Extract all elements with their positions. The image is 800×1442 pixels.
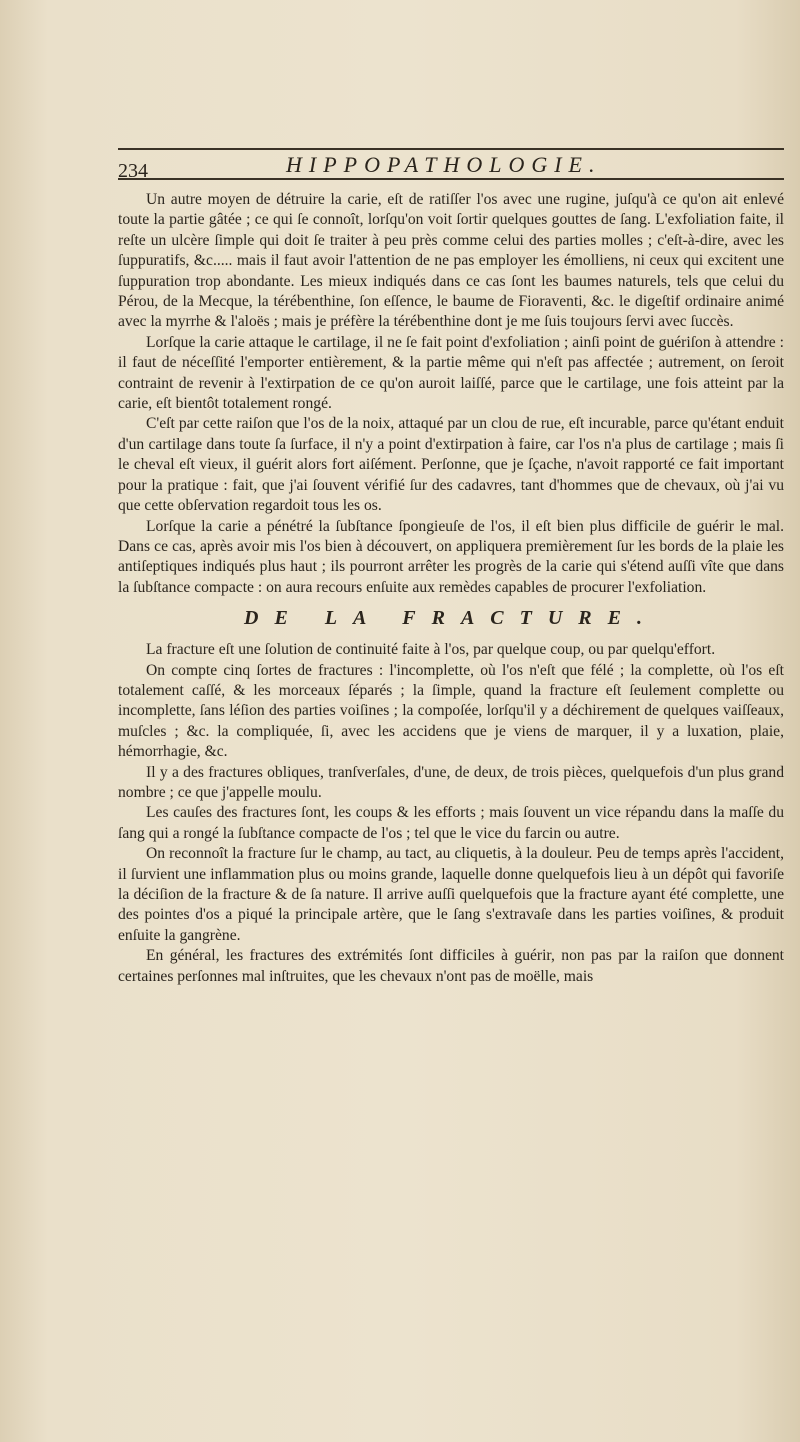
- paragraph: Il y a des fractures obliques, tranſverſales, d'une, de deux, de trois pièces, quelquefois d'un plus grand nombre ; ce que j'appelle moulu.: [118, 763, 784, 801]
- paragraph: Un autre moyen de détruire la carie, eſt de ratiſſer l'os avec une rugine, juſqu'à ce qu'on ait enlevé toute la partie gâtée ; ce qui ſe connoît, lorſqu'on voit ſortir quelques gouttes de ſang. L'exfoliation faite, il reſte un ulcère ſimple qui doit ſe traiter à peu près comme celui des parties molles ; c'eſt-à-dire, avec les ſuppuratifs, &c..... mais il faut avoir l'attention de ne pas employer les émolliens, ni ceux qui excitent une ſuppuration trop abondante. Les mieux indiqués dans ce cas ſont les baumes naturels, tels que celui du Pérou, de la Mecque, la térébenthine, ſon eſſence, le baume de Fioraventi, &c. le digeſtif ordinaire animé avec la myrrhe & l'aloës ; mais je préfère la térébenthine dont je me ſuis toujours ſervi avec ſuccès.: [118, 191, 784, 331]
- paragraph: On compte cinq ſortes de fractures : l'incomplette, où l'os n'eſt que félé ; la complette, où l'os eſt totalement caſſé, & les morceaux ſéparés ; la ſimple, quand la fracture eſt ſeulement complette ou incomplette, ſans léſion des parties voiſines ; la compoſée, lorſqu'il y a déchirement de quelques vaiſſeaux, muſcles ; &c. la compliquée, ſi, avec les accidens que je viens de marquer, il y a luxation, plaie, hémorrhagie, &c.: [118, 661, 784, 761]
- paragraph: C'eſt par cette raiſon que l'os de la noix, attaqué par un clou de rue, eſt incurable, parce qu'étant enduit d'un cartilage dans toute ſa ſurface, il n'y a point d'extirpation à faire, car l'os n'a plus de cartilage ; mais ſi le cheval eſt vieux, il guérit alors fort aiſément. Perſonne, que je ſçache, n'avoit rapporté ce fait important pour la pratique : fait, que j'ai ſouvent vérifié ſur des cadavres, tant d'hommes que de chevaux, où j'ai vu que cette obſervation regardoit tous les os.: [118, 415, 784, 515]
- paragraph: La fracture eſt une ſolution de continuité faite à l'os, par quelque coup, ou par quelqu'effort.: [146, 641, 716, 659]
- paragraph: En général, les fractures des extrémités ſont difficiles à guérir, non pas par la raiſon que donnent certaines perſonnes mal inſtruites, que les chevaux n'ont pas de moëlle, mais: [118, 947, 784, 985]
- running-title: HIPPOPATHOLOGIE.: [286, 152, 602, 177]
- paragraph: Lorſque la carie a pénétré la ſubſtance ſpongieuſe de l'os, il eſt bien plus difficile de guérir le mal. Dans ce cas, après avoir mis l'os bien à découvert, on appliquera premièrement ſur les bords de la plaie les antiſeptiques indiqués plus haut ; ils pourront arrêter les progrès de la carie qui s'étend auſſi vîte que dans la ſubſtance compacte : on aura recours enſuite aux remèdes capables de procurer l'exfoliation.: [118, 517, 784, 596]
- paragraph: Lorſque la carie attaque le cartilage, il ne ſe fait point d'exfoliation ; ainſi point de guériſon à attendre : il faut de néceſſité l'emporter entièrement, & la partie même qui n'eſt pas affectée ; autrement, on ſeroit contraint de revenir à l'extirpation de ce qu'on auroit laiſſé, parce que le cartilage, une fois atteint par la carie, eſt bientôt totalement rongé.: [118, 333, 784, 413]
- page-header: [118, 148, 784, 180]
- body-text: [118, 190, 784, 987]
- page-number: 234: [118, 160, 148, 182]
- section-heading: DE LA FRACTURE.: [244, 607, 658, 630]
- paragraph: On reconnoît la fracture ſur le champ, au tact, au cliquetis, à la douleur. Peu de temps après l'accident, il ſurvient une inflammation plus ou moins grande, laquelle donne quelquefois lieu à un dépôt qui favoriſe la déciſion de la fracture & de ſa nature. Il arrive auſſi quelquefois que la fracture ayant été complette, une des pointes d'os a piqué la principale artère, que le ſang s'extravaſe dans les parties voiſines, & produit enſuite la gangrène.: [118, 845, 784, 944]
- paragraph: Les cauſes des fractures ſont, les coups & les efforts ; mais ſouvent un vice répandu dans la maſſe du ſang qui a rongé la ſubſtance compacte de l'os ; tel que le vice du farcin ou autre.: [118, 804, 784, 842]
